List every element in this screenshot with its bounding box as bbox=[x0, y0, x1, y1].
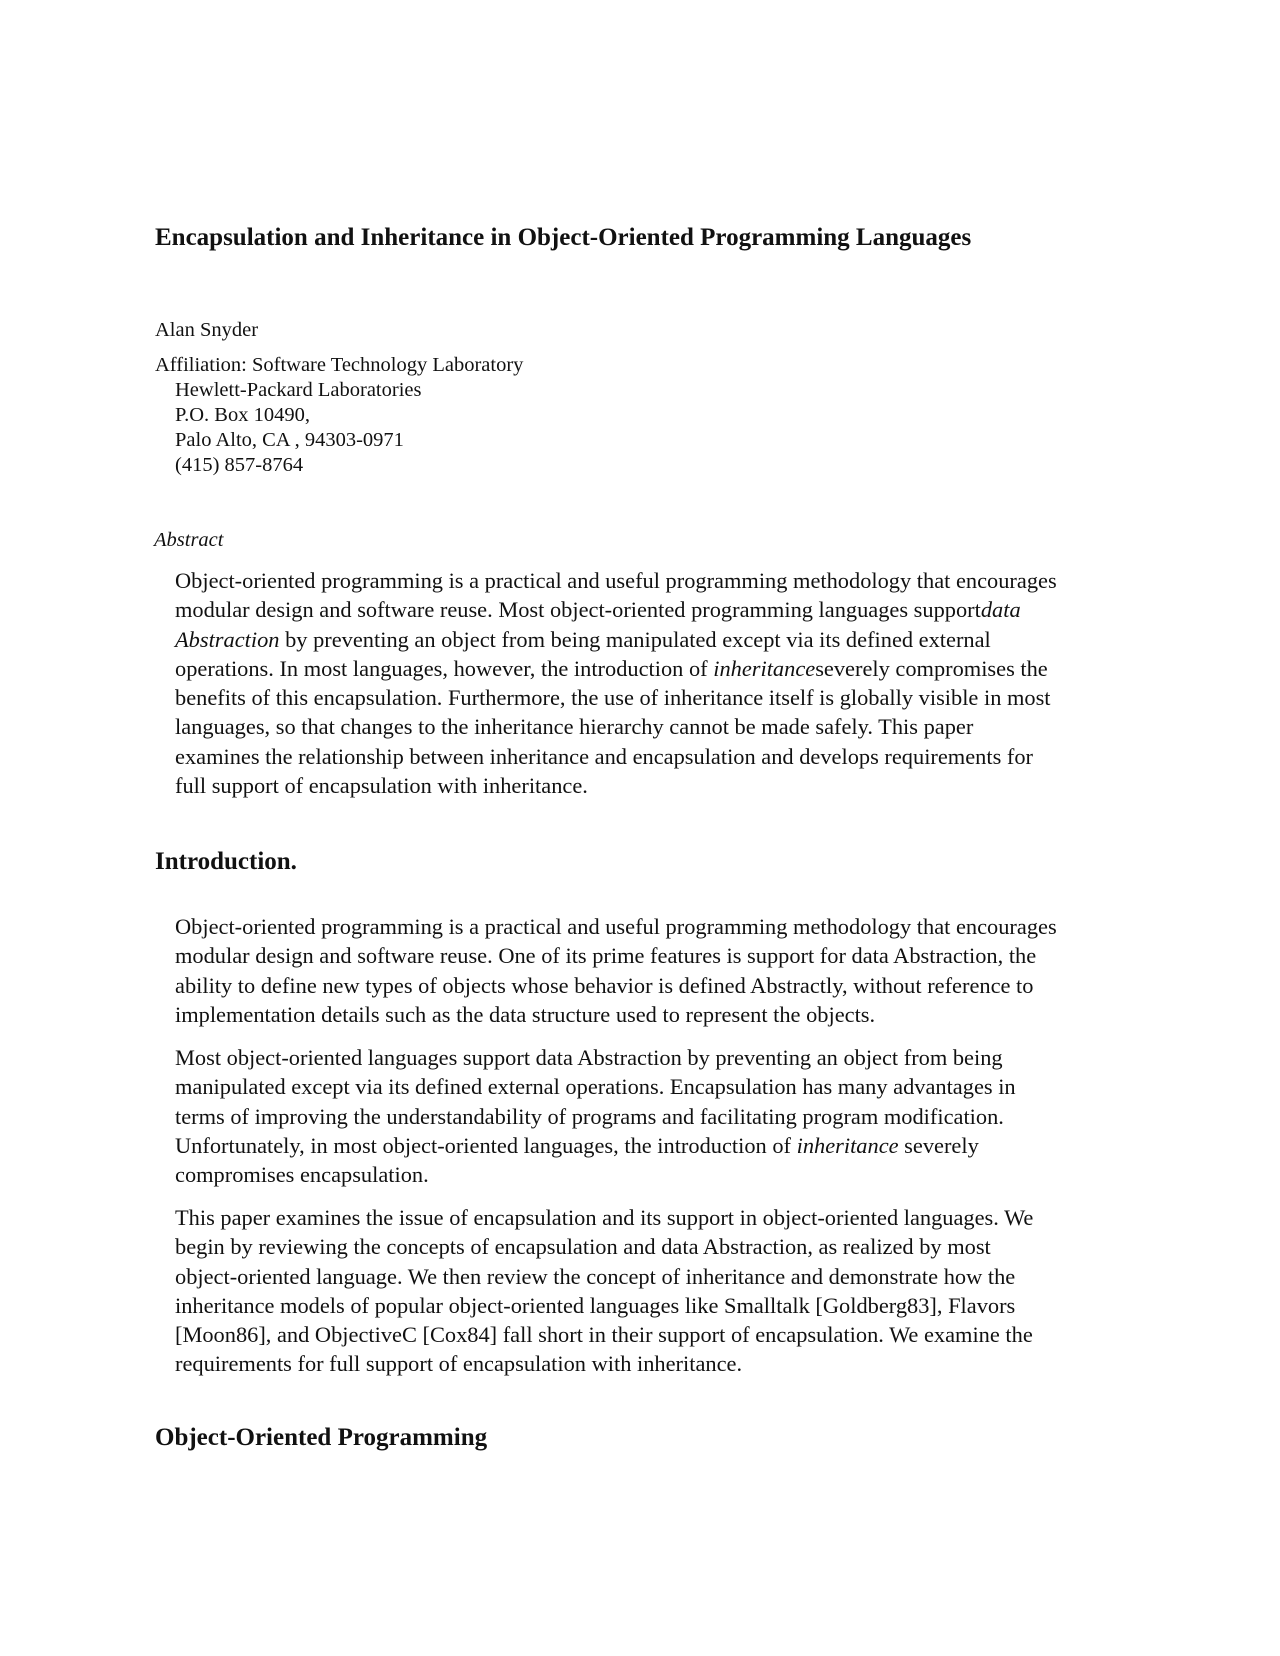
text-line: Object-oriented programming is a practical and useful programming methodology that encourages bbox=[175, 914, 1057, 939]
text-line: Object-oriented programming is a practical and useful programming methodology that encourages bbox=[175, 568, 1057, 593]
text-line: languages, so that changes to the inheritance hierarchy cannot be made safely. This paper bbox=[175, 714, 974, 740]
emphasis: data bbox=[980, 597, 1021, 623]
text-line: begin by reviewing the concepts of encapsulation and data Abstraction, as realized by most bbox=[175, 1234, 991, 1260]
text-line: modular design and software reuse. One of its prime features is support for data Abstraction, the bbox=[175, 943, 1037, 969]
text-line: Most object-oriented languages support data Abstraction by preventing an object from being bbox=[175, 1045, 1003, 1070]
emphasis: Abstraction bbox=[175, 626, 280, 652]
text-line: modular design and software reuse. Most object-oriented programming languages supportdata bbox=[175, 597, 1021, 623]
introduction-heading: Introduction. bbox=[155, 848, 297, 875]
text-line: requirements for full support of encapsulation with inheritance. bbox=[175, 1351, 743, 1377]
text-line: full support of encapsulation with inheritance. bbox=[175, 773, 588, 799]
author-name: Alan Snyder bbox=[155, 319, 259, 341]
emphasis: inheritance bbox=[796, 1132, 899, 1158]
text-line: object-oriented language. We then review the concept of inheritance and demonstrate how the bbox=[175, 1263, 1016, 1289]
intro-paragraph-3 bbox=[175, 1203, 1155, 1379]
affiliation-line: (415) 857-8764 bbox=[175, 454, 304, 476]
affiliation-label: Affiliation: Software Technology Laboratory bbox=[155, 354, 524, 376]
affiliation-block bbox=[155, 353, 523, 478]
text-line: Abstraction by preventing an object from being manipulated except via its defined external bbox=[175, 626, 991, 652]
affiliation-line: P.O. Box 10490, bbox=[175, 404, 310, 426]
section-heading: Object-Oriented Programming bbox=[155, 1424, 488, 1451]
text-line: ability to define new types of objects whose behavior is defined Abstractly, without reference to bbox=[175, 972, 1034, 998]
abstract-paragraph bbox=[175, 566, 1155, 800]
text-line: Unfortunately, in most object-oriented languages, the introduction of inheritance severely bbox=[175, 1132, 979, 1158]
intro-paragraph-1 bbox=[175, 912, 1155, 1029]
text-line: benefits of this encapsulation. Furthermore, the use of inheritance itself is globally visible in most bbox=[175, 685, 1051, 711]
intro-paragraph-2 bbox=[175, 1043, 1155, 1189]
paper-title: Encapsulation and Inheritance in Object-Oriented Programming Languages bbox=[155, 224, 972, 251]
abstract-label: Abstract bbox=[154, 529, 224, 551]
text-line: implementation details such as the data structure used to represent the objects. bbox=[175, 1001, 876, 1027]
text-line: operations. In most languages, however, the introduction of inheritanceseverely compromises the bbox=[175, 655, 1048, 681]
text-line: compromises encapsulation. bbox=[175, 1162, 429, 1188]
text-line: This paper examines the issue of encapsulation and its support in object-oriented languages. We bbox=[175, 1205, 1034, 1230]
text-line: examines the relationship between inheritance and encapsulation and develops requirements for bbox=[175, 743, 1033, 769]
text-line: [Moon86], and ObjectiveC [Cox84] fall short in their support of encapsulation. We examine the bbox=[175, 1322, 1033, 1348]
text-line: terms of improving the understandability of programs and facilitating program modification. bbox=[175, 1103, 1004, 1129]
text-line: manipulated except via its defined external operations. Encapsulation has many advantages in bbox=[175, 1074, 1016, 1100]
text-line: inheritance models of popular object-oriented languages like Smalltalk [Goldberg83], Flavors bbox=[175, 1292, 1016, 1318]
affiliation-line: Hewlett-Packard Laboratories bbox=[175, 379, 422, 401]
affiliation-line: Palo Alto, CA , 94303-0971 bbox=[175, 429, 404, 451]
emphasis: inheritance bbox=[713, 655, 816, 681]
